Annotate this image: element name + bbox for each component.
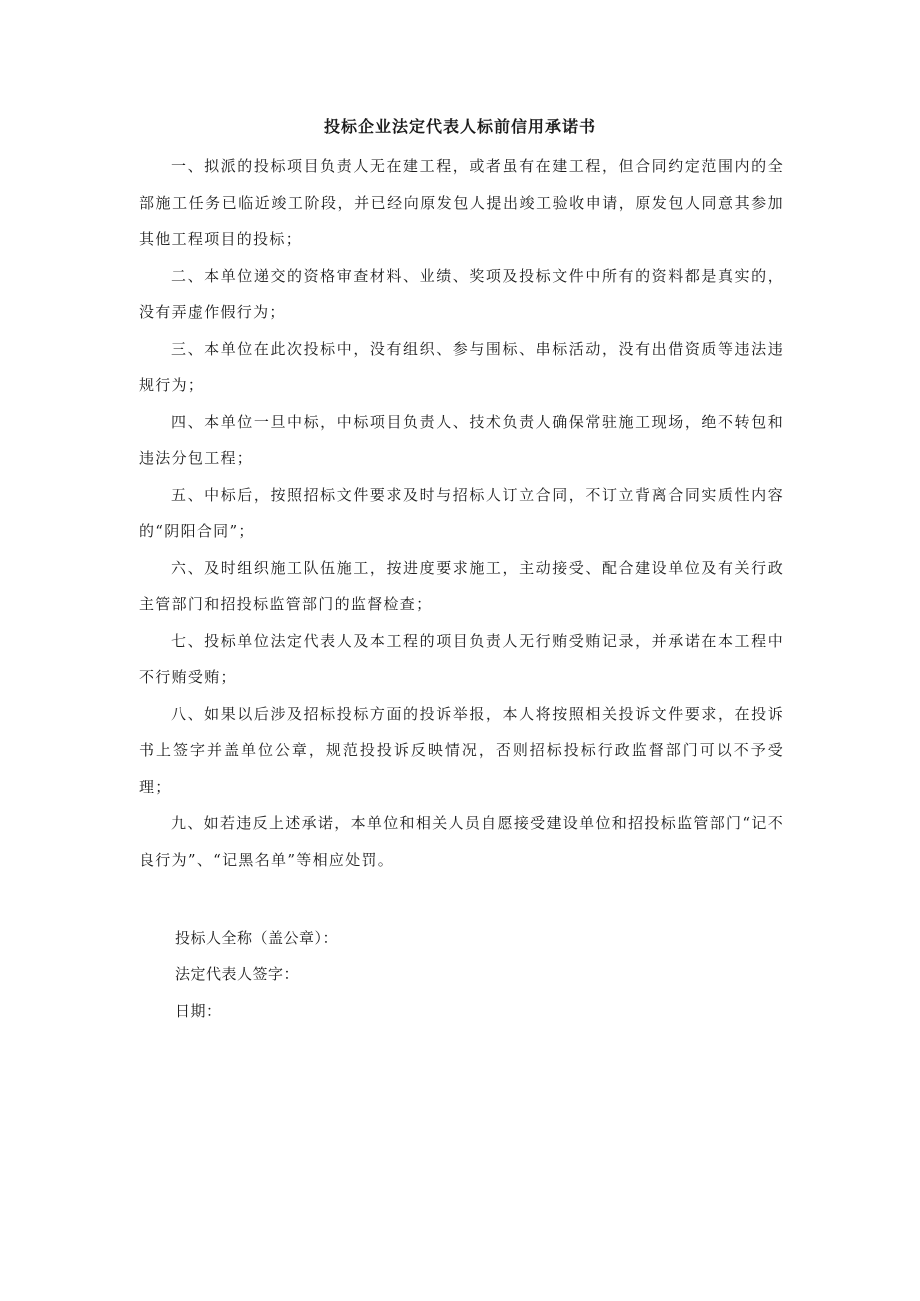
date-label: 日期： (175, 1002, 222, 1020)
commitment-paragraph-1: 一、拟派的投标项目负责人无在建工程，或者虽有在建工程，但合同约定范围内的全部施工任务已临近竣工阶段，并已经向原发包人提出竣工验收申请，原发包人同意其参加其他工程项目的投标； (139, 157, 784, 248)
commitment-paragraph-3: 三、本单位在此次投标中，没有组织、参与围标、串标活动，没有出借资质等违法违规行为； (139, 339, 784, 394)
bidder-name-label: 投标人全称（盖公章）： (175, 929, 339, 947)
commitment-paragraph-8: 八、如果以后涉及招标投标方面的投诉举报，本人将按照相关投诉文件要求，在投诉书上签字并盖单位公章，规范投投诉反映情况，否则招标投标行政监督部门可以不予受理； (139, 704, 784, 796)
commitment-paragraph-4: 四、本单位一旦中标，中标项目负责人、技术负责人确保常驻施工现场，绝不转包和违法分包工程； (139, 412, 784, 467)
commitment-paragraph-7: 七、投标单位法定代表人及本工程的项目负责人无行贿受贿记录，并承诺在本工程中不行贿受贿； (139, 631, 784, 686)
commitment-paragraph-9: 九、如若违反上述承诺，本单位和相关人员自愿接受建设单位和招投标监管部门“记不良行为”、“记黑名单”等相应处罚。 (139, 814, 784, 869)
commitment-paragraph-2: 二、本单位递交的资格审查材料、业绩、奖项及投标文件中所有的资料都是真实的，没有弄虚作假行为； (139, 266, 784, 321)
commitment-paragraph-6: 六、及时组织施工队伍施工，按进度要求施工，主动接受、配合建设单位及有关行政主管部门和招投标监管部门的监督检查； (139, 558, 784, 613)
document-body (139, 148, 784, 878)
legal-rep-signature-label: 法定代表人签字： (175, 965, 300, 983)
document-title: 投标企业法定代表人标前信用承诺书 (323, 117, 596, 136)
commitment-paragraph-5: 五、中标后，按照招标文件要求及时与招标人订立合同，不订立背离合同实质性内容的“阴阳合同”； (139, 485, 784, 540)
